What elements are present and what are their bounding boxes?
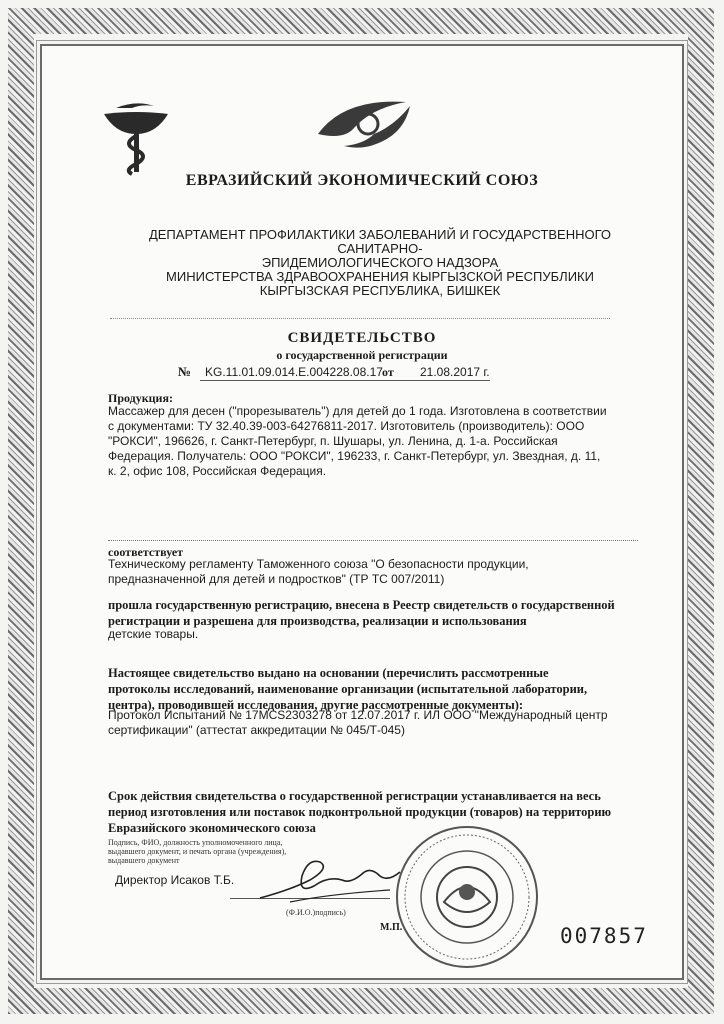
certificate-title: СВИДЕТЕЛЬСТВО (287, 330, 437, 346)
basis-value-line: Протокол Испытаний № 17MCS2303278 от 12.07.2017 г. ИЛ ООО "Международный центр (108, 708, 608, 722)
validity-line: Евразийского экономического союза (108, 821, 316, 835)
basis-line: Настоящее свидетельство выдано на основании (перечислить рассмотренные (108, 666, 549, 680)
product-label: Продукция: (108, 391, 173, 405)
product-line: Федерация. Получатель: ООО "РОКСИ", 196233, г. Санкт-Петербург, ул. Звездная, д. 11, (108, 449, 601, 463)
official-stamp (392, 822, 542, 972)
union-title: ЕВРАЗИЙСКИЙ ЭКОНОМИЧЕСКИЙ СОЮЗ (185, 172, 539, 189)
number-sign: № (178, 364, 192, 379)
department-line: КЫРГЫЗСКАЯ РЕСПУБЛИКА, БИШКЕК (259, 283, 501, 298)
medical-bowl-snake-emblem (96, 92, 176, 176)
conformity-label: соответствует (108, 545, 184, 559)
stamp-place-label: М.П. (380, 922, 403, 933)
divider (110, 318, 610, 319)
conformity-line: Техническому регламенту Таможенного союза "О безопасности продукции, (108, 557, 529, 571)
product-line: с документами: ТУ 32.40.39-003-64276811-2017. Изготовитель (производитель): ООО (108, 419, 585, 433)
signature-note-line: Подпись, ФИО, должность уполномоченного лица, (108, 838, 283, 847)
validity-line: период изготовления или поставок подконтрольной продукции (товаров) на территорию (108, 805, 612, 819)
conformity-line: предназначенной для детей и подростков" (ТР ТС 007/2011) (108, 572, 445, 586)
validity-line: Срок действия свидетельства о государственной регистрации устанавливается на весь (108, 789, 601, 803)
eaeu-emblem (314, 94, 414, 156)
validity-text (108, 788, 653, 836)
certificate-subtitle: о государственной регистрации (276, 348, 448, 362)
certificate-number: KG.11.01.09.014.E.004228.08.17 (205, 365, 383, 379)
department-block (140, 228, 620, 298)
basis-value (108, 708, 648, 738)
product-line: к. 2, офис 108, Российская Федерация. (108, 464, 327, 478)
basis-text (108, 665, 648, 713)
basis-line: центра), проводившей исследования, другие рассмотренные документы): (108, 698, 524, 712)
signer-name: Директор Исаков Т.Б. (115, 873, 235, 887)
product-line: Массажер для десен ("прорезыватель") для детей до 1 года. Изготовлена в соответствии (108, 404, 607, 418)
from-label: от (382, 365, 394, 379)
department-line: ДЕПАРТАМЕНТ ПРОФИЛАКТИКИ ЗАБОЛЕВАНИЙ И ГОСУДАРСТВЕННОГО САНИТАРНО- (148, 227, 612, 256)
basis-value-line: сертификации" (аттестат аккредитации № 045/Т-045) (108, 723, 405, 737)
basis-line: протоколы исследований, наименование организации (испытательной лаборатории, (108, 682, 588, 696)
conformity-text (108, 557, 638, 587)
registration-text (108, 597, 648, 629)
signature-note-line: выдавшего документ (108, 856, 180, 865)
registration-value: детские товары. (108, 627, 199, 641)
fio-label: (Ф.И.О.)подпись) (286, 908, 346, 917)
serial-number: 007857 (560, 924, 648, 948)
handwritten-signature (250, 850, 410, 910)
department-line: ЭПИДЕМИОЛОГИЧЕСКОГО НАДЗОРА (261, 255, 499, 270)
certificate-date: 21.08.2017 г. (420, 365, 490, 379)
product-description (108, 404, 638, 479)
registration-line: прошла государственную регистрацию, внесена в Реестр свидетельств о государственной (108, 598, 615, 612)
signature-note-line: выдавшего документ, и печать органа (учреждения), (108, 847, 287, 856)
registration-line: регистрации и разрешена для производства, реализации и использования (108, 614, 527, 628)
department-line: МИНИСТЕРСТВА ЗДРАВООХРАНЕНИЯ КЫРГЫЗСКОЙ РЕСПУБЛИКИ (166, 269, 594, 284)
product-line: "РОКСИ", 196626, г. Санкт-Петербург, п. Шушары, ул. Ленина, д. 1-а. Российская (108, 434, 558, 448)
divider (108, 540, 638, 541)
number-underline (200, 380, 490, 381)
